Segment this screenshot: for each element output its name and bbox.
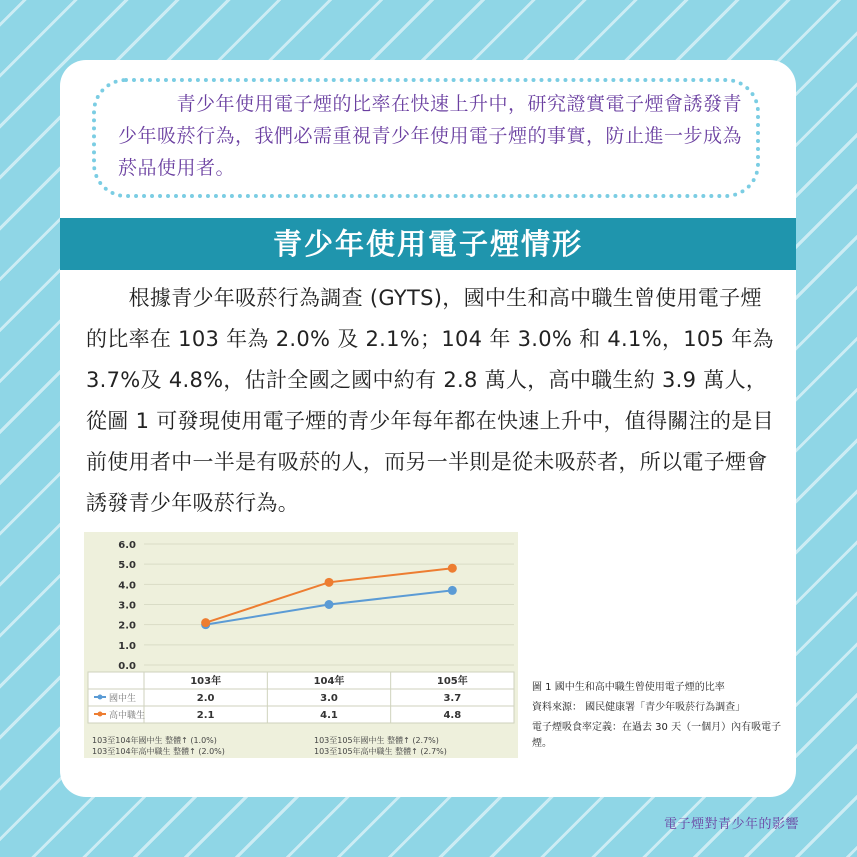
table-note: 103至105年國中生 整體↑ (2.7%) (314, 736, 439, 745)
figure-notes (532, 680, 794, 756)
legend-label: 高中職生 (109, 711, 146, 721)
y-tick-label: 1.0 (118, 640, 136, 652)
footer-title: 電子煙對青少年的影響 (663, 817, 799, 832)
y-tick-label: 3.0 (118, 600, 136, 612)
table-note: 103至104年國中生 整體↑ (1.0%) (92, 736, 217, 745)
y-tick-label: 2.0 (118, 620, 136, 632)
data-point (325, 600, 334, 609)
y-tick-label: 0.0 (118, 661, 136, 672)
table-note: 103至105年高中職生 整體↑ (2.7%) (314, 747, 447, 756)
data-label: 4.8 (443, 710, 462, 721)
section-title: 青少年使用電子煙情形 (60, 218, 796, 270)
data-label: 3.7 (443, 693, 462, 704)
body-paragraph: 根據青少年吸菸行為調查 (GYTS)，國中生和高中職生曾使用電子煙的比率在 103 年為 2.0% 及 2.1%；104 年 3.0% 和 4.1%，105 年為 3.7%及 4.8%，估計全國之國中約有 2.8 萬人，高中職生約 3.9 萬人，從圖 1 可發現使用電子煙的青少年每年都在快速上升中，值得關注的是目前使用者中一半是有吸菸的人，而另一半則是從未吸菸者，所以電子煙會誘發青少年吸菸行為。 (86, 286, 774, 515)
data-label: 3.0 (320, 693, 338, 704)
callout-text: 青少年使用電子煙的比率在快速上升中，研究證實電子煙會誘發青少年吸菸行為，我們必需重視青少年使用電子煙的事實，防止進一步成為菸品使用者。 (118, 93, 743, 179)
data-label: 4.1 (320, 710, 338, 721)
data-point (448, 564, 457, 573)
rate-definition: 電子煙吸食率定義：在過去 30 天（一個月）內有吸電子煙。 (532, 722, 782, 749)
y-tick-label: 5.0 (118, 560, 136, 572)
data-point (325, 578, 334, 587)
data-label: 2.0 (196, 693, 215, 704)
data-label: 2.1 (196, 710, 215, 721)
legend-swatch-point (98, 712, 103, 717)
legend-label: 國中生 (109, 694, 137, 704)
chart-panel (84, 532, 518, 758)
legend-swatch-point (98, 695, 103, 700)
data-source: 資料來源： 國民健康署「青少年吸菸行為調查」 (532, 702, 746, 713)
y-tick-label: 4.0 (118, 580, 136, 592)
x-tick-label: 105年 (436, 676, 468, 687)
x-tick-label: 104年 (313, 676, 345, 687)
figure-caption: 圖 1 國中生和高中職生曾使用電子煙的比率 (532, 682, 725, 693)
x-tick-label: 103年 (190, 676, 222, 687)
data-point (201, 618, 210, 627)
table-note: 103至104年高中職生 整體↑ (2.0%) (92, 747, 225, 756)
line-chart (84, 532, 518, 758)
y-tick-label: 6.0 (118, 540, 136, 551)
data-point (448, 586, 457, 595)
